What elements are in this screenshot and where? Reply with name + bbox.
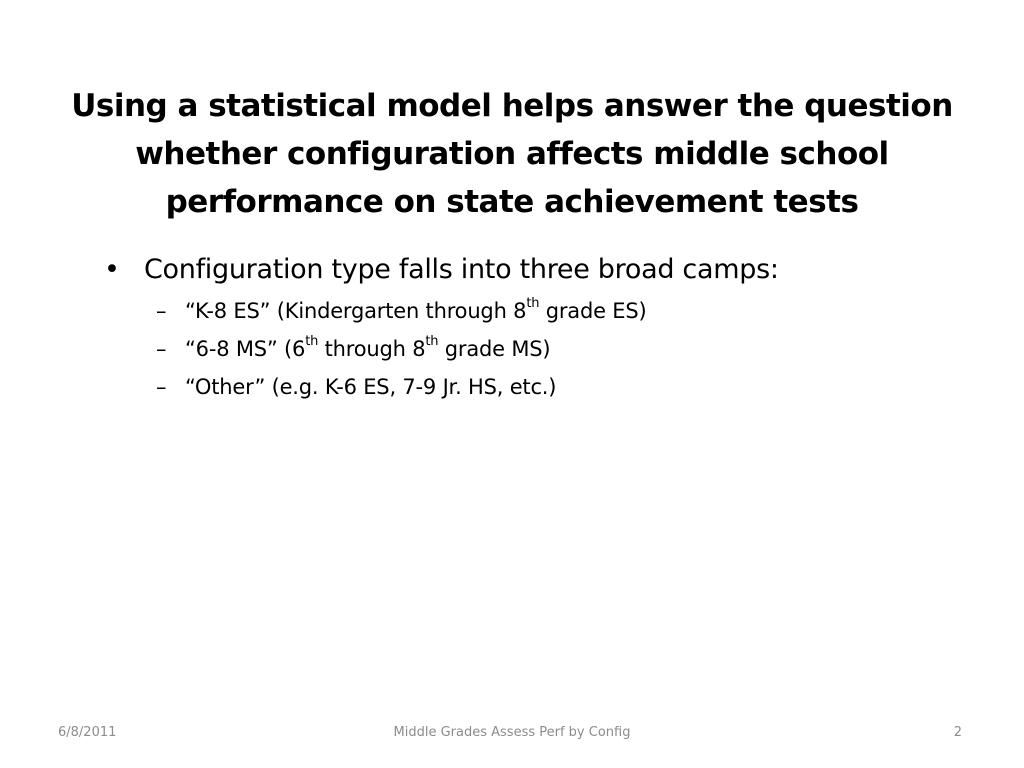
sub-bullet-68 xyxy=(156,330,964,368)
footer-date: 6/8/2011 xyxy=(58,725,117,740)
title-line-1: Using a statistical model helps answer the question xyxy=(71,88,953,124)
slide-number: 2 xyxy=(953,725,962,740)
dash-marker: – xyxy=(156,337,167,361)
slide-title xyxy=(60,82,964,226)
title-line-3: performance on state achievement tests xyxy=(165,184,859,220)
bullet-marker: • xyxy=(104,254,120,285)
sub-bullet-text: “K-8 ES” (Kindergarten through 8th grade ES) xyxy=(185,296,647,323)
dash-marker: – xyxy=(156,299,167,323)
dash-marker: – xyxy=(156,375,167,399)
sub-bullet-list xyxy=(104,292,964,406)
bullet-item xyxy=(104,250,964,290)
sub-bullet-text: “Other” (e.g. K-6 ES, 7-9 Jr. HS, etc.) xyxy=(185,375,557,399)
footer-title: Middle Grades Assess Perf by Config xyxy=(393,725,631,740)
sub-bullet-text: “6-8 MS” (6th through 8th grade MS) xyxy=(185,334,551,361)
bullet-text: Configuration type falls into three broad camps: xyxy=(144,254,779,285)
slide-body xyxy=(104,250,964,406)
title-line-2: whether configuration affects middle school xyxy=(135,136,889,172)
sub-bullet-k8 xyxy=(156,292,964,330)
sub-bullet-other xyxy=(156,368,964,406)
